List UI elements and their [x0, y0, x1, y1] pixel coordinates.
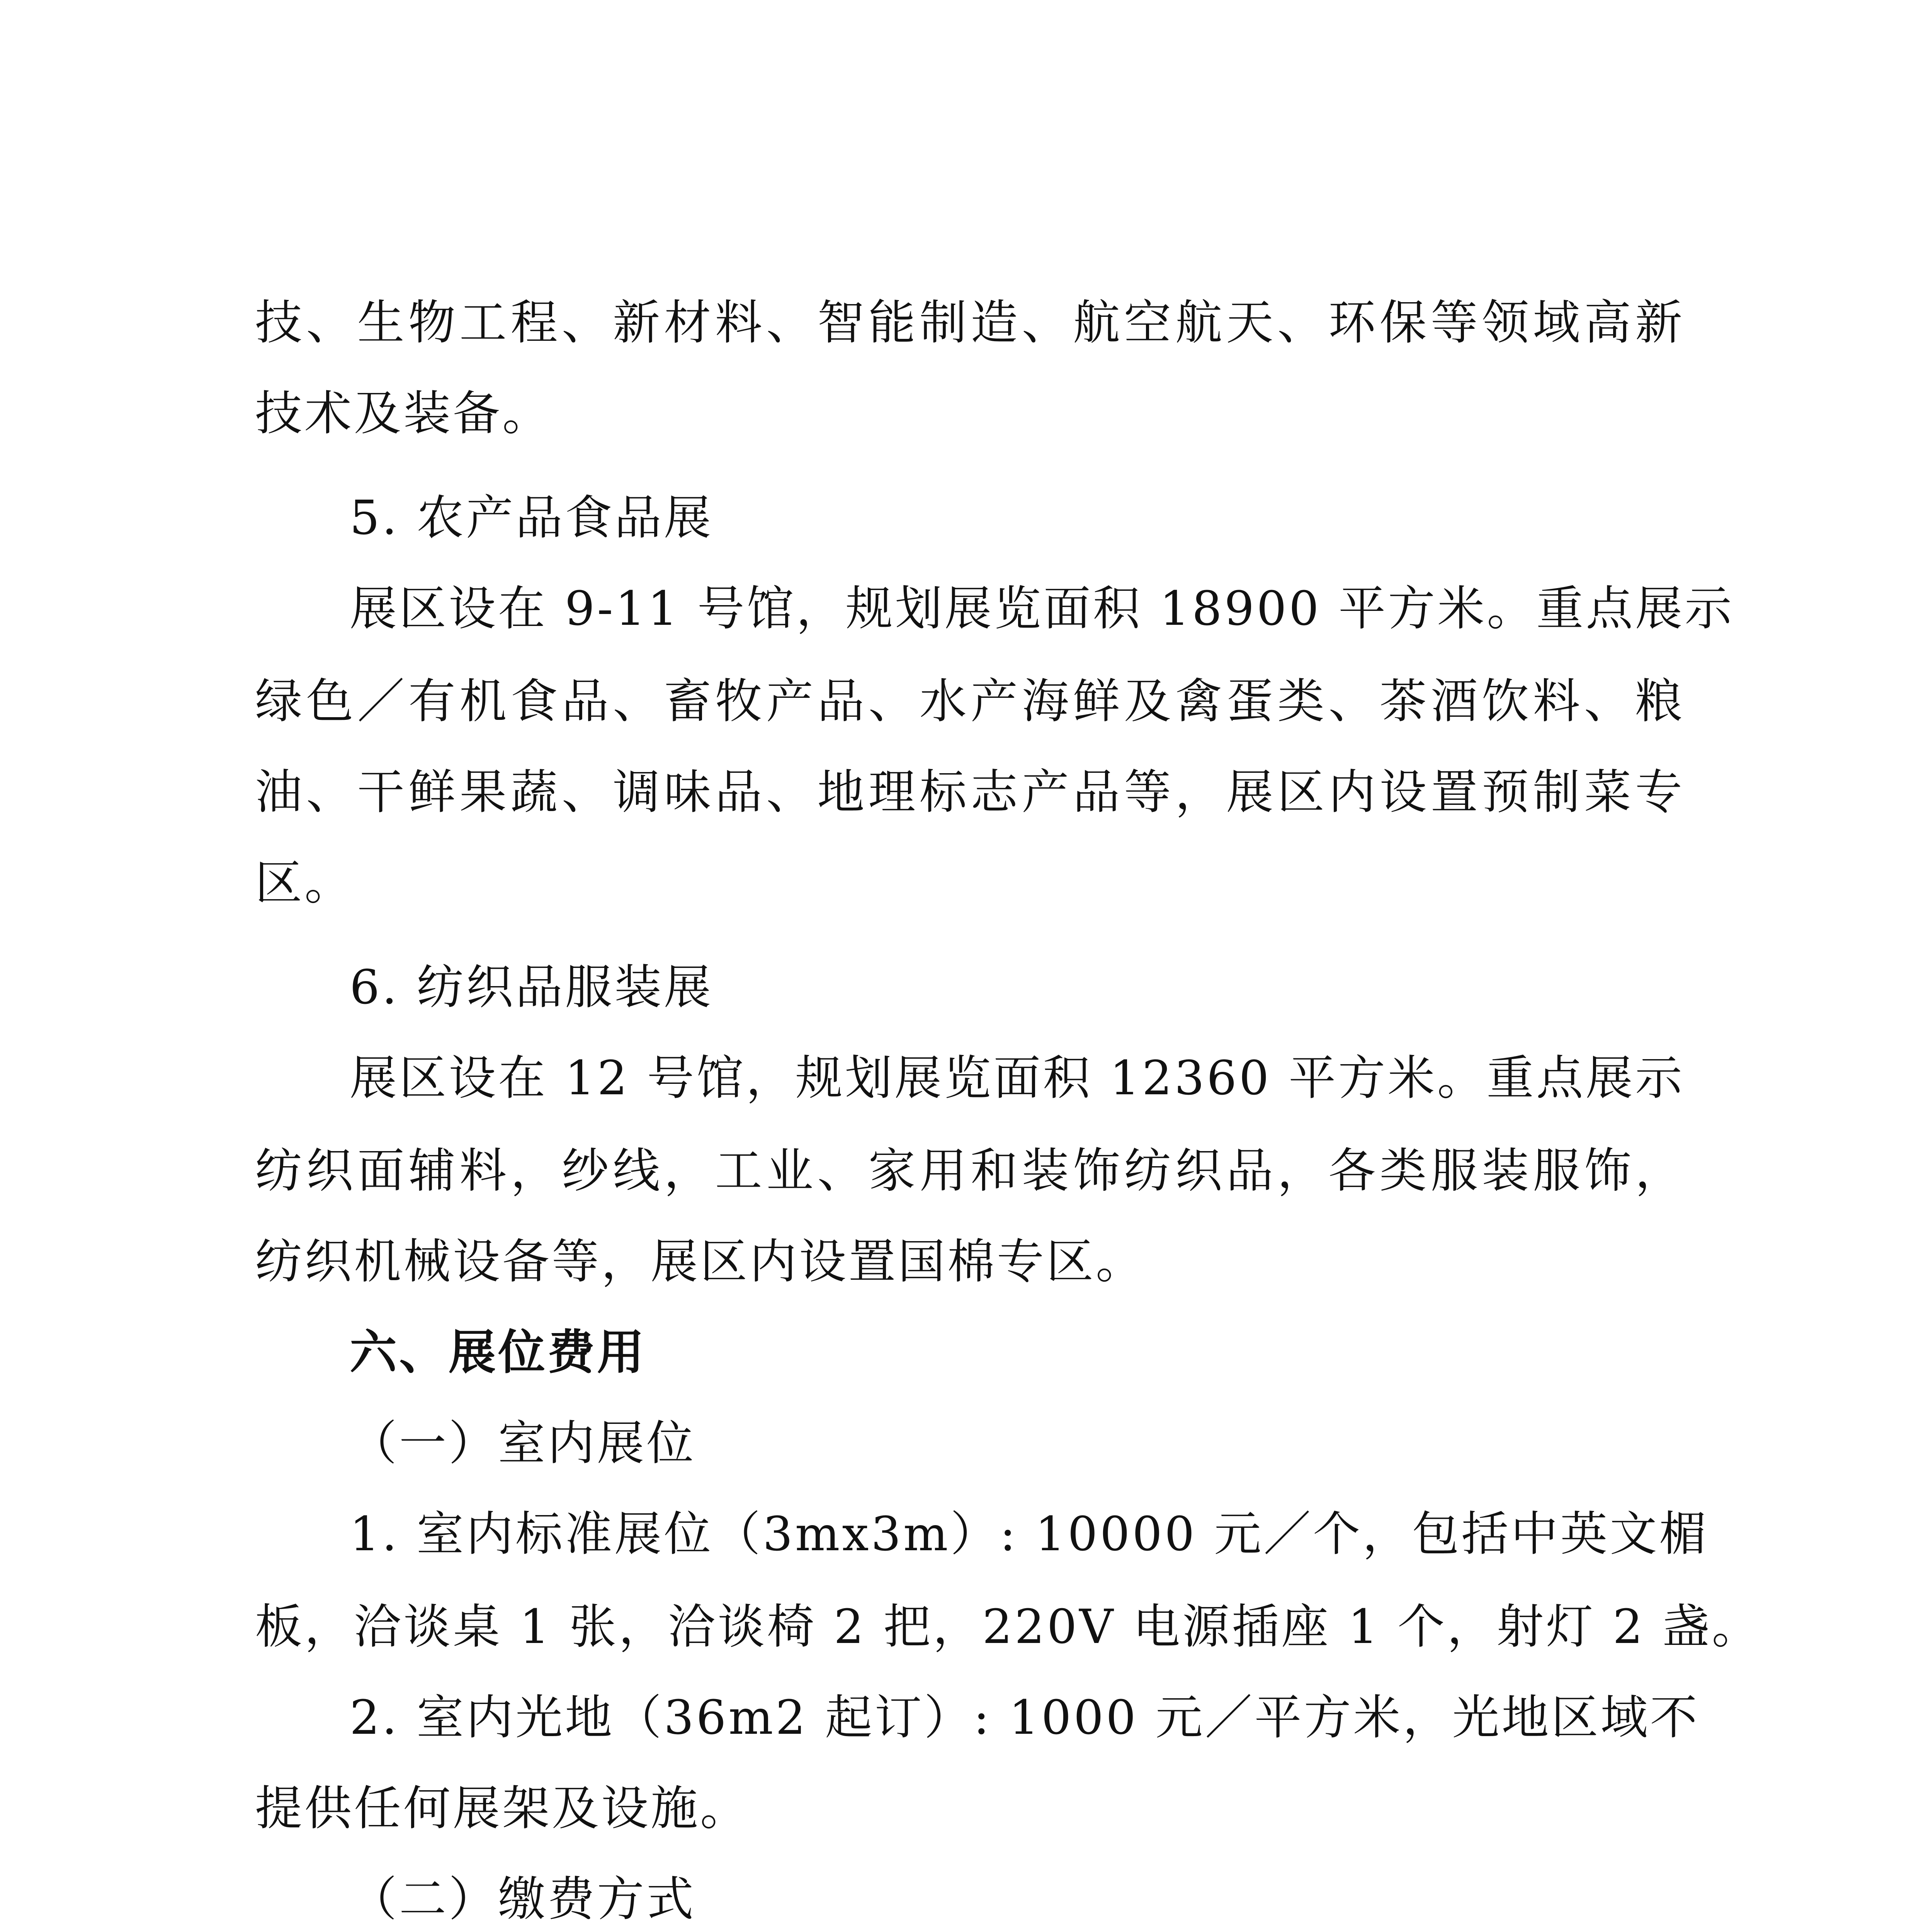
- section-6-heading: 六、展位费用: [350, 1325, 646, 1380]
- subsection-5-title: 5. 农产品食品展: [350, 490, 714, 545]
- body-line-16: 2. 室内光地（36m2 起订）: 1000 元／平方米，光地区域不: [350, 1690, 1700, 1745]
- body-line-15: 板，洽谈桌 1 张，洽谈椅 2 把，220V 电源插座 1 个，射灯 2 盏。: [255, 1599, 1761, 1654]
- body-line-6: 油、干鲜果蔬、调味品、地理标志产品等，展区内设置预制菜专: [255, 765, 1685, 820]
- body-line-4: 展区设在 9-11 号馆，规划展览面积 18900 平方米。重点展示: [350, 581, 1734, 636]
- body-line-1: 技、生物工程、新材料、智能制造、航空航天、环保等领域高新: [255, 295, 1685, 350]
- body-line-14: 1. 室内标准展位（3mx3m）: 10000 元／个，包括中英文楣: [350, 1507, 1709, 1561]
- body-line-17: 提供任何展架及设施。: [255, 1781, 750, 1836]
- subheading-payment-method: （二）缴费方式: [350, 1872, 696, 1927]
- body-line-10: 纺织面辅料，纱线，工业、家用和装饰纺织品，各类服装服饰，: [255, 1143, 1685, 1198]
- body-line-9: 展区设在 12 号馆，规划展览面积 12360 平方米。重点展示: [350, 1051, 1685, 1105]
- body-line-5: 绿色／有机食品、畜牧产品、水产海鲜及禽蛋类、茶酒饮料、粮: [255, 674, 1685, 729]
- subsection-6-title: 6. 纺织品服装展: [350, 960, 714, 1015]
- body-line-7: 区。: [255, 855, 354, 910]
- body-line-11: 纺织机械设备等，展区内设置国棉专区。: [255, 1234, 1145, 1289]
- body-line-2: 技术及装备。: [255, 386, 552, 441]
- subheading-indoor-booth: （一）室内展位: [350, 1416, 696, 1471]
